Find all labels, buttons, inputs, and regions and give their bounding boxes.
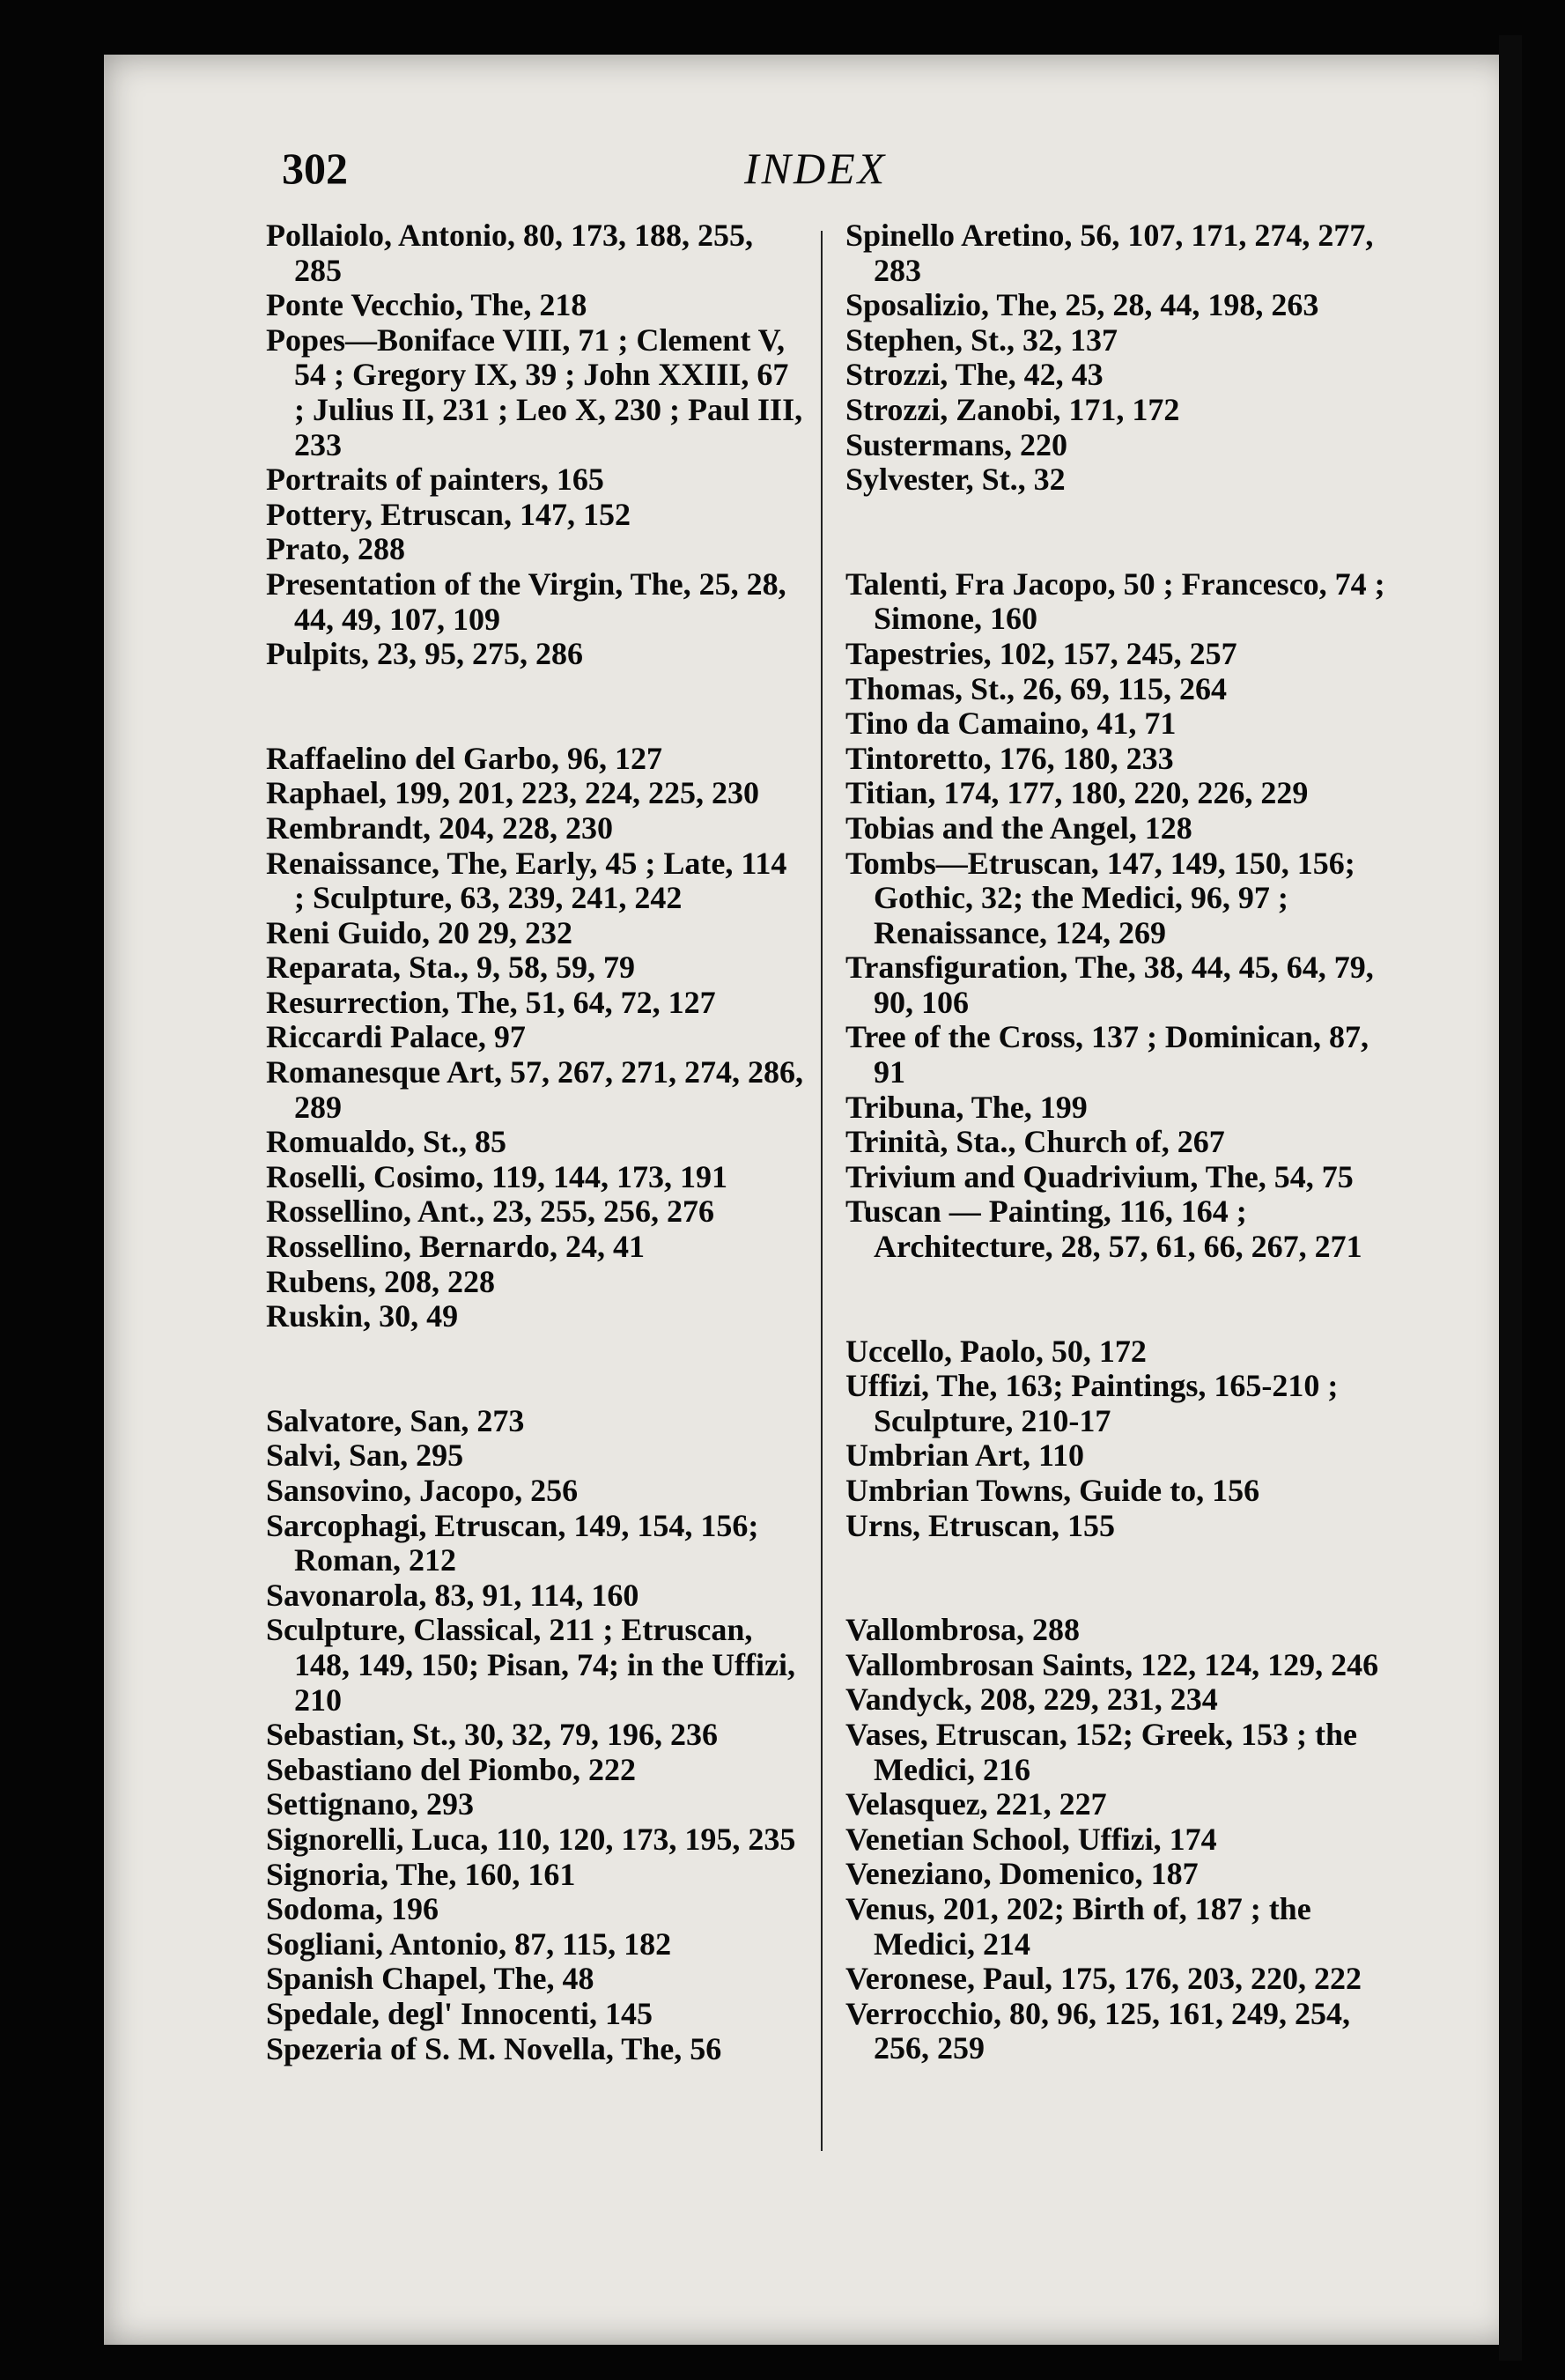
index-entry: Venetian School, Uffizi, 174 xyxy=(845,1821,1217,1857)
letter-group-gap xyxy=(266,1334,803,1404)
index-entry: Strozzi, The, 42, 43 xyxy=(845,357,1104,393)
index-entry: Vallombrosa, 288 xyxy=(845,1612,1081,1648)
index-entry: Rubens, 208, 228 xyxy=(266,1263,496,1299)
index-entry: Spanish Chapel, The, 48 xyxy=(266,1961,594,1997)
index-entry: Signoria, The, 160, 161 xyxy=(266,1856,576,1892)
index-entry: Tuscan — Painting, 116, 164 ; Architecture, 28, 57, 61, 66, 267, 271 xyxy=(845,1194,1362,1265)
index-entry: Rossellino, Bernardo, 24, 41 xyxy=(266,1229,646,1265)
index-entry: Sustermans, 220 xyxy=(845,426,1068,462)
index-entry: Tobias and the Angel, 128 xyxy=(845,809,1192,846)
index-entry: Prato, 288 xyxy=(266,531,405,567)
index-entry: Rembrandt, 204, 228, 230 xyxy=(266,809,613,846)
index-entry: Signorelli, Luca, 110, 120, 173, 195, 235 xyxy=(266,1821,796,1857)
index-entry: Presentation of the Virgin, The, 25, 28, 44, 49, 107, 109 xyxy=(266,565,786,637)
index-column-left xyxy=(266,218,803,2066)
letter-group-gap xyxy=(266,672,803,742)
index-entry: Talenti, Fra Jacopo, 50 ; Francesco, 74 ; Simone, 160 xyxy=(845,565,1385,637)
index-entry: Resurrection, The, 51, 64, 72, 127 xyxy=(266,984,716,1020)
index-entry: Spedale, degl' Innocenti, 145 xyxy=(266,1995,653,2031)
index-entry: Vallombrosan Saints, 122, 124, 129, 246 xyxy=(845,1646,1379,1682)
index-entry: Sodoma, 196 xyxy=(266,1891,439,1927)
index-entry: Uccello, Paolo, 50, 172 xyxy=(845,1333,1147,1369)
index-entry: Titian, 174, 177, 180, 220, 226, 229 xyxy=(845,775,1309,811)
index-entry: Settignano, 293 xyxy=(266,1786,475,1822)
index-entry: Tapestries, 102, 157, 245, 257 xyxy=(845,635,1237,671)
index-entry: Strozzi, Zanobi, 171, 172 xyxy=(845,391,1180,427)
index-entry: Umbrian Towns, Guide to, 156 xyxy=(845,1473,1260,1508)
index-entry: Pulpits, 23, 95, 275, 286 xyxy=(266,636,584,672)
index-entry: Sculpture, Classical, 211 ; Etruscan, 148, 149, 150; Pisan, 74; in the Uffizi, 210 xyxy=(266,1612,795,1718)
index-entry: Vandyck, 208, 229, 231, 234 xyxy=(845,1682,1218,1718)
index-entry: Tino da Camaino, 41, 71 xyxy=(845,706,1177,742)
index-entry: Reni Guido, 20 29, 232 xyxy=(266,914,573,950)
index-entry: Tintoretto, 176, 180, 233 xyxy=(845,740,1174,776)
index-entry: Renaissance, The, Early, 45 ; Late, 114 ; Sculpture, 63, 239, 241, 242 xyxy=(266,845,787,916)
index-entry: Popes—Boniface VIII, 71 ; Clement V, 54 ; Gregory IX, 39 ; John XXIII, 67 ; Julius II, 231 ; Leo X, 230 ; Paul III, 233 xyxy=(266,322,803,462)
index-entry: Spezeria of S. M. Novella, The, 56 xyxy=(266,2030,722,2066)
index-entry: Verrocchio, 80, 96, 125, 161, 249, 254, 256, 259 xyxy=(845,1995,1350,2066)
index-entry: Uffizi, The, 163; Paintings, 165-210 ; Sculpture, 210-17 xyxy=(845,1368,1339,1438)
letter-group-gap xyxy=(845,1265,1392,1334)
index-entry: Salvatore, San, 273 xyxy=(266,1402,525,1438)
index-entry: Venus, 201, 202; Birth of, 187 ; the Medici, 214 xyxy=(845,1890,1311,1962)
index-entry: Sansovino, Jacopo, 256 xyxy=(266,1473,579,1508)
index-entry: Sarcophagi, Etruscan, 149, 154, 156; Roman, 212 xyxy=(266,1507,759,1578)
index-entry: Spinello Aretino, 56, 107, 171, 274, 277, 283 xyxy=(845,218,1374,288)
letter-group-gap xyxy=(845,1543,1392,1613)
index-entry: Roselli, Cosimo, 119, 144, 173, 191 xyxy=(266,1158,728,1194)
index-entry: Sposalizio, The, 25, 28, 44, 198, 263 xyxy=(845,287,1319,323)
index-entry: Raffaelino del Garbo, 96, 127 xyxy=(266,740,662,776)
index-entry: Salvi, San, 295 xyxy=(266,1438,464,1474)
index-entry: Velasquez, 221, 227 xyxy=(845,1786,1107,1822)
page-edge-shadow xyxy=(1499,35,1522,2361)
index-entry: Riccardi Palace, 97 xyxy=(266,1019,526,1055)
index-entry: Trinità, Sta., Church of, 267 xyxy=(845,1124,1225,1160)
index-column-right xyxy=(845,218,1392,2066)
index-entry: Sogliani, Antonio, 87, 115, 182 xyxy=(266,1925,672,1962)
index-entry: Raphael, 199, 201, 223, 224, 225, 230 xyxy=(266,775,760,811)
index-entry: Rossellino, Ant., 23, 255, 256, 276 xyxy=(266,1194,715,1230)
column-divider xyxy=(821,231,823,2151)
page-number: 302 xyxy=(282,144,348,193)
index-entry: Vases, Etruscan, 152; Greek, 153 ; the Medici, 216 xyxy=(845,1716,1357,1787)
index-entry: Thomas, St., 26, 69, 115, 264 xyxy=(845,670,1228,706)
index-entry: Sebastian, St., 30, 32, 79, 196, 236 xyxy=(266,1717,719,1753)
index-entry: Savonarola, 83, 91, 114, 160 xyxy=(266,1577,639,1613)
index-entry: Pottery, Etruscan, 147, 152 xyxy=(266,496,631,532)
index-entry: Reparata, Sta., 9, 58, 59, 79 xyxy=(266,950,635,986)
index-entry: Romualdo, St., 85 xyxy=(266,1124,507,1160)
page-header xyxy=(282,143,1477,196)
index-entry: Tribuna, The, 199 xyxy=(845,1089,1088,1125)
index-entry: Tombs—Etruscan, 147, 149, 150, 156; Gothic, 32; the Medici, 96, 97 ; Renaissance, 124, 269 xyxy=(845,845,1355,950)
index-entry: Ponte Vecchio, The, 218 xyxy=(266,287,587,323)
index-entry: Tree of the Cross, 137 ; Dominican, 87, 91 xyxy=(845,1019,1369,1090)
index-entry: Transfiguration, The, 38, 44, 45, 64, 79, 90, 106 xyxy=(845,950,1374,1020)
index-entry: Pollaiolo, Antonio, 80, 173, 188, 255, 285 xyxy=(266,218,754,288)
index-entry: Veronese, Paul, 175, 176, 203, 220, 222 xyxy=(845,1961,1362,1997)
index-entry: Stephen, St., 32, 137 xyxy=(845,322,1118,358)
index-entry: Romanesque Art, 57, 267, 271, 274, 286, 289 xyxy=(266,1054,803,1125)
index-entry: Portraits of painters, 165 xyxy=(266,462,604,498)
index-entry: Veneziano, Domenico, 187 xyxy=(845,1856,1199,1892)
letter-group-gap xyxy=(845,498,1392,567)
index-entry: Urns, Etruscan, 155 xyxy=(845,1507,1116,1543)
index-entry: Umbrian Art, 110 xyxy=(845,1438,1085,1474)
index-entry: Trivium and Quadrivium, The, 54, 75 xyxy=(845,1158,1354,1194)
index-entry: Sebastiano del Piombo, 222 xyxy=(266,1751,637,1787)
index-entry: Sylvester, St., 32 xyxy=(845,462,1066,498)
running-title: INDEX xyxy=(744,144,888,193)
index-entry: Ruskin, 30, 49 xyxy=(266,1298,459,1334)
